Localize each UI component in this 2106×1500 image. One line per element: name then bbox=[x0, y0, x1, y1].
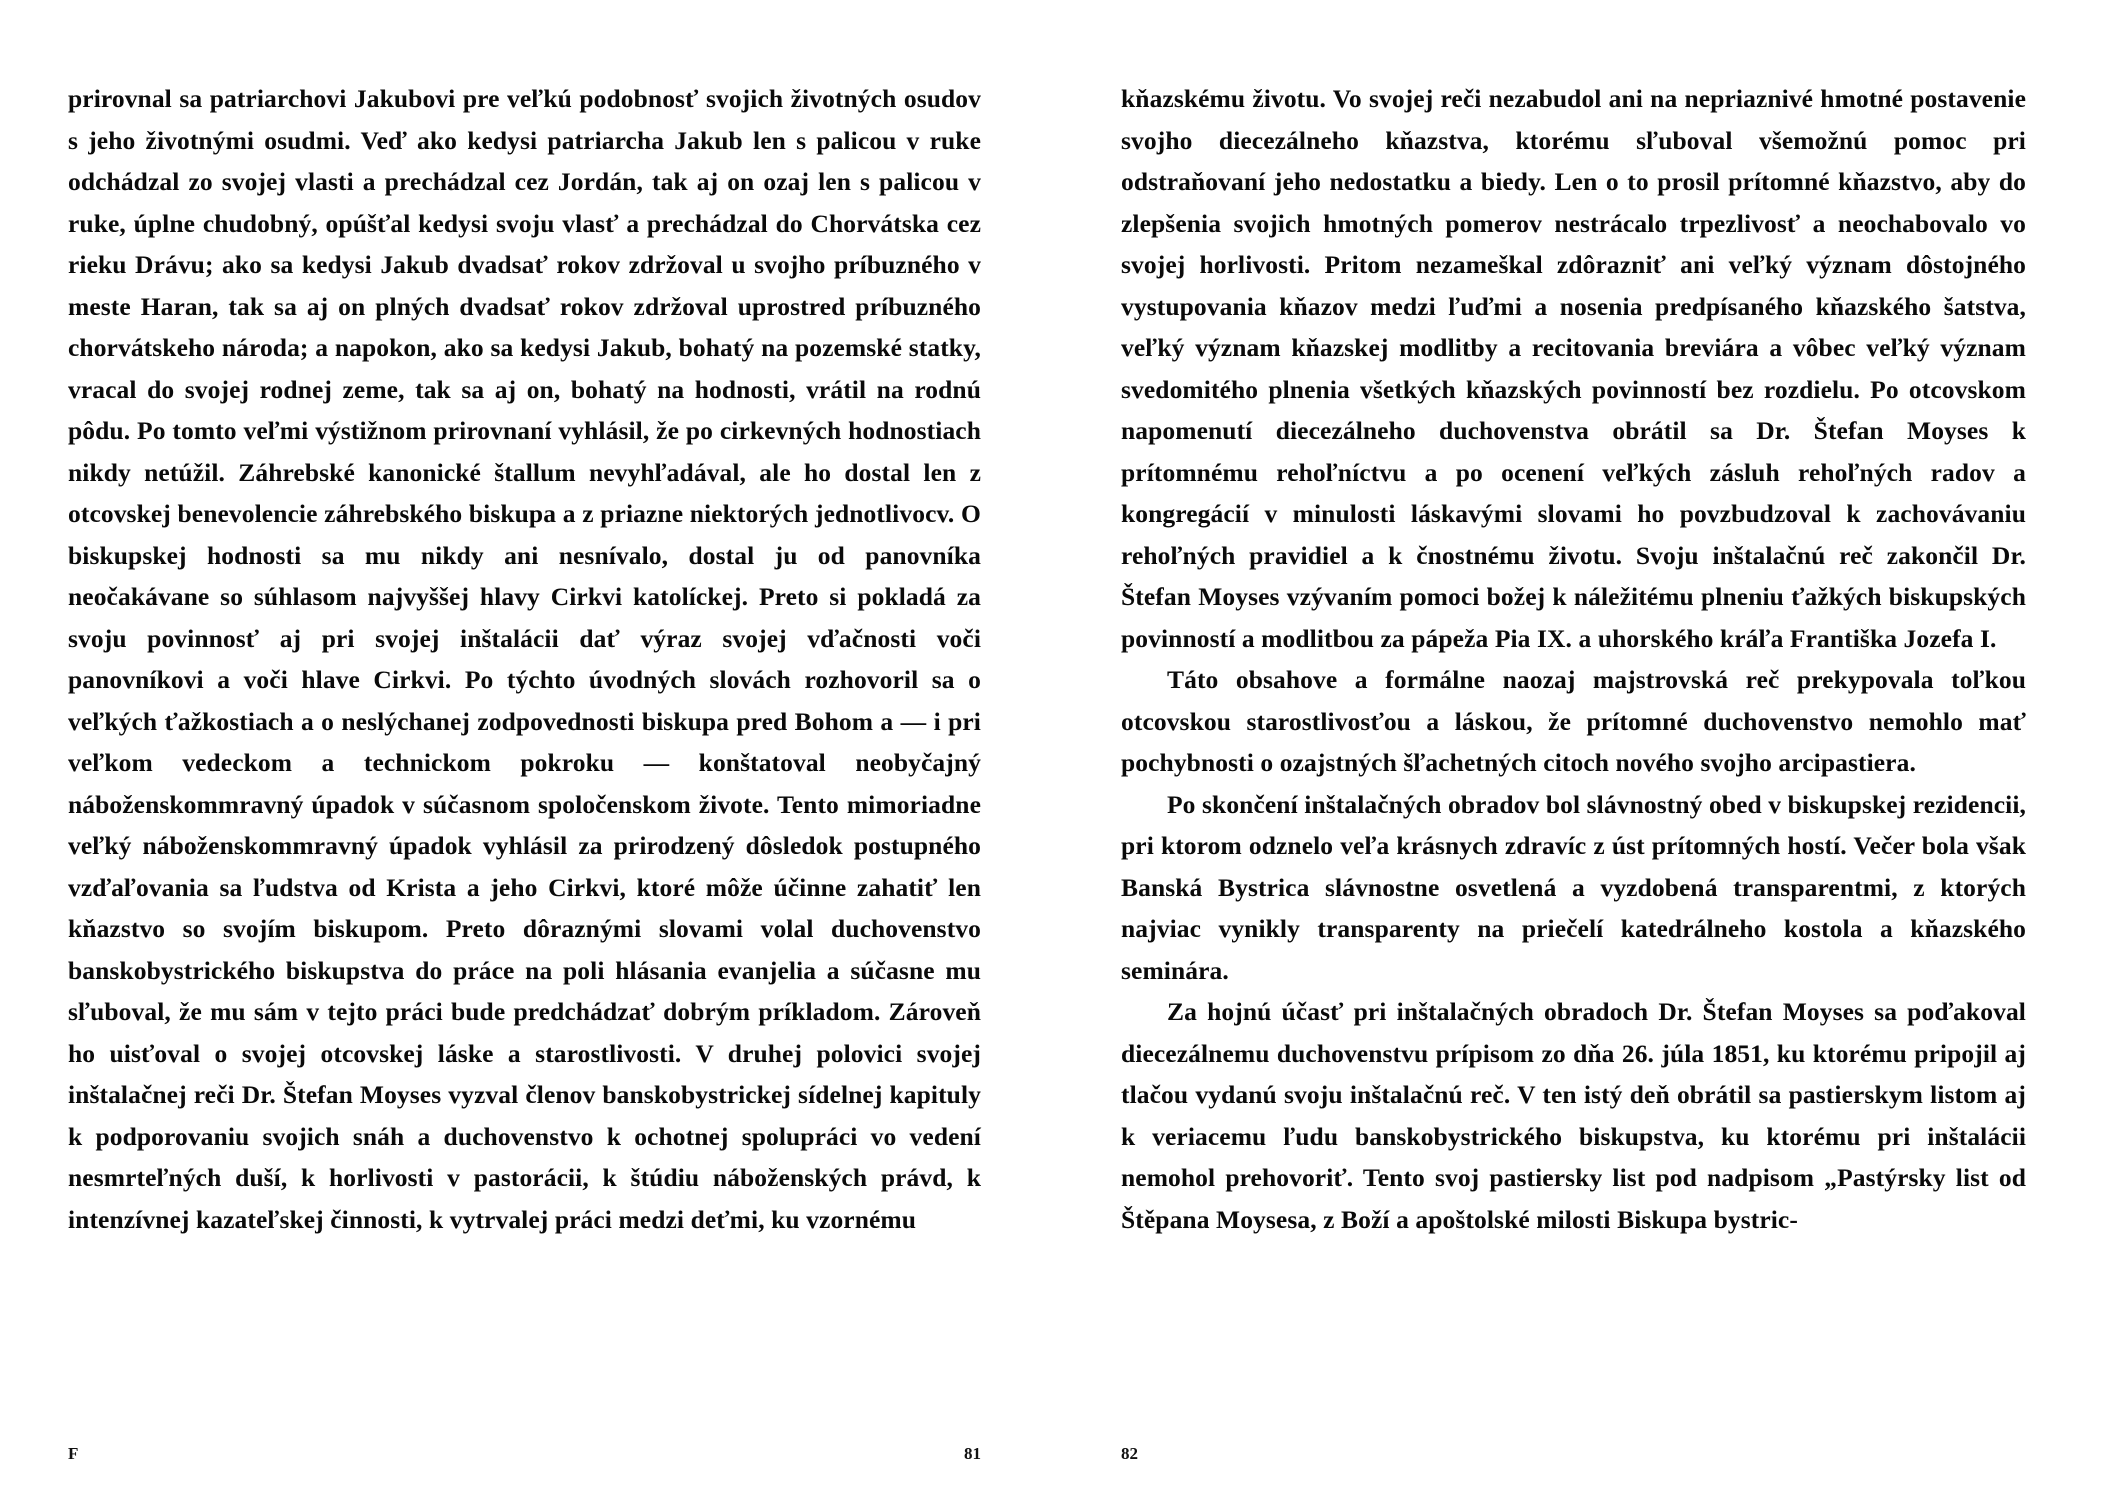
signature-mark: F bbox=[68, 1444, 79, 1463]
page-number-left: 81 bbox=[964, 1444, 981, 1463]
paragraph: kňazskému životu. Vo svojej reči nezabudol ani na nepriaznivé hmotné postavenie svojho diecezálneho kňazstva, ktorému sľuboval všemožnú pomoc pri odstraňovaní jeho nedostatku a biedy. Len o to prosil prítomné kňazstvo, aby do zlepšenia svojich hmotných pomerov nestrácalo trpezlivosť a neochabovalo vo svojej horlivosti. Pritom nezameškal zdôrazniť ani veľký význam dôstojného vystupovania kňazov medzi ľuďmi a nosenia predpísaného kňazského šatstva, veľký význam kňazskej modlitby a recitovania breviára a vôbec veľký význam svedomitého plnenia všetkých kňazských povinností bez rozdielu. Po otcovskom napomenutí diecezálneho duchovenstva obrátil sa Dr. Štefan Moyses k prítomnému rehoľníctvu a po ocenení veľkých zásluh rehoľných radov a kongregácií v minulosti láskavými slovami ho povzbudzoval k zachovávaniu rehoľných pravidiel a k čnostnému životu. Svoju inštalačnú reč zakončil Dr. Štefan Moyses vzývaním pomoci božej k náležitému plneniu ťažkých biskupských povinností a modlitbou za pápeža Pia IX. a uhorského kráľa Františka Jozefa I. bbox=[1121, 84, 2026, 653]
page-gutter bbox=[1053, 0, 1054, 1500]
paragraph: prirovnal sa patriarchovi Jakubovi pre veľkú podobnosť svojich životných osudov s jeho životnými osudmi. Veď ako kedysi patriarcha Jakub len s palicou v ruke odchádzal zo svojej vlasti a prechádzal cez Jordán, tak aj on ozaj len s palicou v ruke, úplne chudobný, opúšťal kedysi svoju vlasť a prechádzal do Chorvátska cez rieku Drávu; ako sa kedysi Jakub dvadsať rokov zdržoval u svojho príbuzného v meste Haran, tak sa aj on plných dvadsať rokov zdržoval uprostred príbuzného chorvátskeho národa; a napokon, ako sa kedysi Jakub, bohatý na pozemské statky, vracal do svojej rodnej zeme, tak sa aj on, bohatý na hodnosti, vrátil na rodnú pôdu. Po tomto veľmi výstižnom prirovnaní vyhlásil, že po cirkevných hodnostiach nikdy netúžil. Záhrebské kanonické štallum nevyhľadával, ale ho dostal len z otcovskej benevolencie záhrebského biskupa a z priazne niektorých jednotlivocv. O biskupskej hodnosti sa mu nikdy ani nesnívalo, dostal ju od panovníka neočakávane so súhlasom najvyššej hlavy Cirkvi katolíckej. Preto si pokladá za svoju povinnosť aj pri svojej inštalácii dať výraz svojej vďačnosti voči panovníkovi a voči hlave Cirkvi. Po týchto úvodných slovách rozhovoril sa o veľkých ťažkostiach a o neslýchanej zodpovednosti biskupa pred Bohom a — i pri veľkom vedeckom a technickom pokroku — konštatoval neobyčajný náboženskommravný úpadok v súčasnom spoločenskom živote. Tento mimoriadne veľký náboženskommravný úpadok vyhlásil za prirodzený dôsledok postupného vzďaľovania sa ľudstva od Krista a jeho Cirkvi, ktoré môže účinne zahatiť len kňazstvo so svojím biskupom. Preto dôraznými slovami volal duchovenstvo banskobystrického biskupstva do práce na poli hlásania evanjelia a súčasne mu sľuboval, že mu sám v tejto práci bude predchádzať dobrým príkladom. Zároveň ho uisťoval o svojej otcovskej láske a starostlivosti. V druhej polovici svojej inštalačnej reči Dr. Štefan Moyses vyzval členov banskobystrickej sídelnej kapituly k podporovaniu svojich snáh a duchovenstvo k ochotnej spolupráci vo vedení nesmrteľných duší, k horlivosti v pastorácii, k štúdiu náboženských právd, k intenzívnej kazateľskej činnosti, k vytrvalej práci medzi deťmi, ku vzornému bbox=[68, 84, 981, 1234]
paragraph: Táto obsahove a formálne naozaj majstrovská reč prekypovala toľkou otcovskou starostlivosťou a láskou, že prítomné duchovenstvo nemohlo mať pochybnosti o ozajstných šľachetných citoch nového svojho arcipastiera. bbox=[1121, 665, 2026, 777]
right-page bbox=[1053, 0, 2106, 1500]
right-page-text-block bbox=[1121, 78, 2026, 1240]
paragraph: Za hojnú účasť pri inštalačných obradoch Dr. Štefan Moyses sa poďakoval diecezálnemu duchovenstvu prípisom zo dňa 26. júla 1851, ku ktorému pripojil aj tlačou vydanú svoju inštalačnú reč. V ten istý deň obrátil sa pastierskym listom aj k veriacemu ľudu banskobystrického biskupstva, ku ktorému pri inštalácii nemohol prehovoriť. Tento svoj pastiersky list pod nadpisom „Pastýrsky list od Štěpana Moysesa, z Boží a apoštolské milosti Biskupa bystric- bbox=[1121, 997, 2026, 1234]
paragraph: Po skončení inštalačných obradov bol slávnostný obed v biskupskej rezidencii, pri ktorom odznelo veľa krásnych zdravíc z úst prítomných hostí. Večer bola však Banská Bystrica slávnostne osvetlená a vyzdobená transparentmi, z ktorých najviac vynikly transparenty na priečelí katedrálneho kostola a kňazského seminára. bbox=[1121, 789, 2026, 985]
page-number-right: 82 bbox=[1121, 1444, 1138, 1463]
left-page-text-block bbox=[68, 78, 981, 1240]
